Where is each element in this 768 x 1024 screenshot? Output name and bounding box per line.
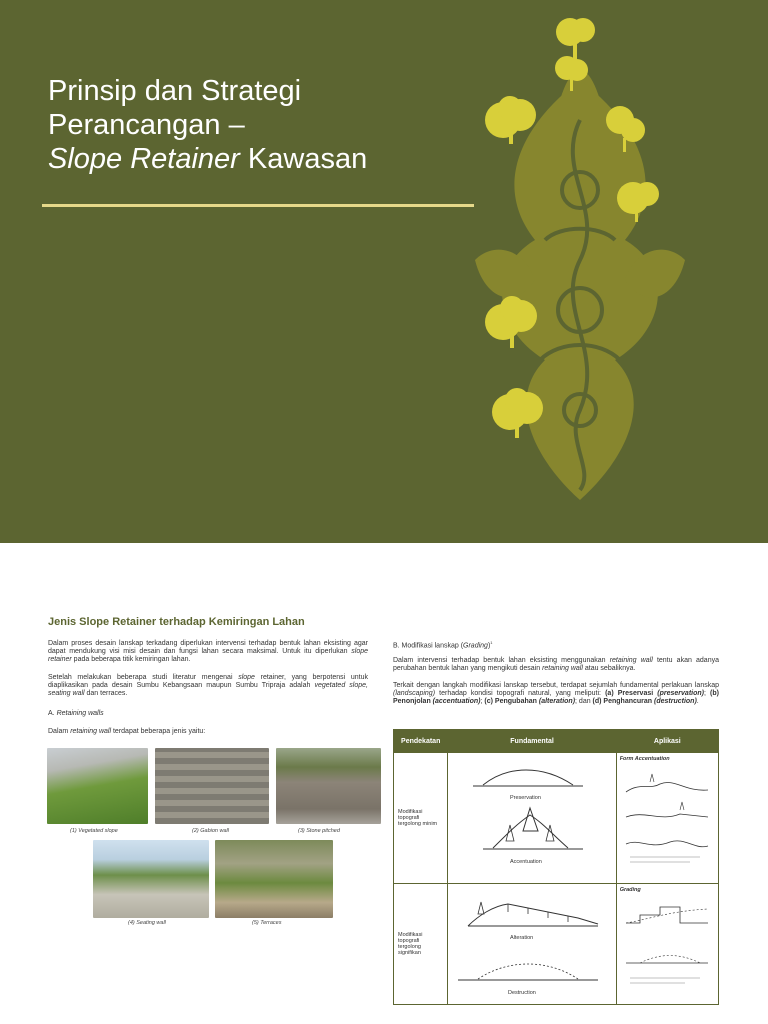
approach-cell bbox=[394, 753, 448, 884]
p3-text-end: terdapat beberapa jenis yaitu: bbox=[111, 728, 206, 735]
title-italic: Slope Retainer bbox=[48, 143, 240, 175]
alteration-destruction-sketch bbox=[448, 884, 614, 1002]
p1-italic: slope retainer bbox=[48, 648, 368, 663]
rp1-text-3: atau sebaliknya. bbox=[582, 665, 636, 672]
paragraph-1 bbox=[48, 640, 368, 664]
preservation-label: Preservation bbox=[510, 795, 542, 801]
caption-4: (4) Seating wall bbox=[128, 920, 166, 926]
rp2-bolditalic-b: (accentuation) bbox=[432, 698, 481, 705]
application-title: Grading bbox=[619, 887, 641, 893]
vegetated-slope-photo bbox=[47, 748, 148, 824]
caption-1: (1) Vegetated slope bbox=[70, 828, 118, 834]
accentuation-label: Accentuation bbox=[510, 859, 543, 865]
title-underline bbox=[42, 204, 474, 207]
sub-a-prefix: A. bbox=[48, 710, 57, 717]
sub-a-italic: Retaining walls bbox=[56, 710, 104, 717]
stone-pitched-photo bbox=[276, 748, 381, 824]
gabion-wall-photo bbox=[155, 748, 269, 824]
grading-table bbox=[393, 729, 719, 1005]
rp2-bold-b: (b) Penonjolan bbox=[393, 690, 719, 705]
alteration-label: Alteration bbox=[510, 935, 534, 941]
p1-text-end: pada beberapa titik kemiringan lahan. bbox=[71, 656, 191, 663]
rp2-end: . bbox=[696, 698, 699, 705]
header-pendekatan: Pendekatan bbox=[394, 730, 448, 753]
p2-text: Setelah melakukan beberapa studi literatur mengenai bbox=[48, 674, 239, 681]
fundamental-cell bbox=[448, 753, 616, 884]
rp2-text: Terkait dengan langkah modifikasi lanskap tersebut, terdapat sejumlah fundamental perlakuan lanskap bbox=[393, 682, 719, 689]
p2-italic-1: slope bbox=[238, 674, 255, 681]
approach-cell bbox=[394, 884, 448, 1005]
rp1-text-2: tentu akan adanya perubahan bentuk lahan yang mengikuti desain bbox=[393, 657, 719, 672]
header-aplikasi: Aplikasi bbox=[616, 730, 718, 753]
application-cell bbox=[616, 884, 718, 1005]
preservation-accentuation-sketch bbox=[448, 753, 614, 881]
approach-text: Modifikasi topografi tergolong signifikan bbox=[398, 932, 423, 956]
table-row bbox=[394, 884, 719, 1005]
seating-wall-photo bbox=[93, 840, 209, 918]
p2-italic-2: vegetated slope, seating wall bbox=[48, 682, 368, 697]
destruction-label: Destruction bbox=[508, 990, 537, 996]
header-fundamental: Fundamental bbox=[448, 730, 616, 753]
cover-title bbox=[48, 74, 367, 176]
sub-b-text: B. Modifikasi lanskap ( bbox=[393, 642, 464, 650]
fundamental-cell bbox=[448, 884, 616, 1005]
rp2-bolditalic-a: (preservation) bbox=[657, 690, 704, 697]
batik-ornament-illustration bbox=[455, 10, 705, 510]
rp2-text-2: terhadap kondisi topografi natural, yang meliputi: bbox=[435, 690, 606, 697]
rp2-bolditalic-d: (destruction) bbox=[654, 698, 697, 705]
caption-3: (3) Stone pitched bbox=[298, 828, 340, 834]
rp1-italic-2: retaining wall bbox=[542, 665, 583, 672]
rp2-bold-c: (c) Pengubahan bbox=[484, 698, 539, 705]
paragraph-2 bbox=[48, 674, 368, 698]
rp2-sep-1: ; bbox=[703, 690, 711, 697]
form-accentuation-sketch bbox=[620, 762, 714, 872]
terraces-photo bbox=[215, 840, 333, 918]
section-heading: Jenis Slope Retainer terhadap Kemiringan Lahan bbox=[48, 616, 305, 628]
rp2-sep-3: ; dan bbox=[575, 698, 593, 705]
sub-b-italic: Grading bbox=[463, 642, 488, 650]
title-line-2: Perancangan – bbox=[48, 109, 245, 141]
table-row bbox=[394, 753, 719, 884]
footnote-marker: 1 bbox=[490, 640, 493, 645]
caption-5: (5) Terraces bbox=[252, 920, 282, 926]
paragraph-3 bbox=[48, 728, 368, 736]
p3-italic: retaining wall bbox=[70, 728, 112, 735]
title-line-1: Prinsip dan Strategi bbox=[48, 75, 302, 107]
rp1-text: Dalam intervensi terhadap bentuk lahan eksisting menggunakan bbox=[393, 657, 610, 664]
p2-text-2: retainer, yang berpotensi untuk diaplikasikan pada desain Sumbu Kebangsaan maupun Sumbu Tripraja adalah bbox=[48, 674, 368, 689]
p1-text: Dalam proses desain lanskap terkadang diperlukan intervensi terhadap bentuk lahan eksisting agar dapat mendukung visi misi desain dan fungsi lahan secara maksimal. Untuk itu diperlukan bbox=[48, 640, 368, 655]
caption-2: (2) Gabion wall bbox=[192, 828, 229, 834]
rp2-italic: (landscaping) bbox=[393, 690, 436, 697]
title-rest: Kawasan bbox=[239, 143, 368, 175]
rp2-bold-a: (a) Preservasi bbox=[605, 690, 658, 697]
sub-b-text-end: ) bbox=[487, 642, 491, 650]
rp2-sep-2: ; bbox=[480, 698, 485, 705]
rp1-italic-1: retaining wall bbox=[609, 657, 653, 664]
rp2-bolditalic-c: (alteration) bbox=[538, 698, 576, 705]
title-line-3 bbox=[48, 142, 367, 176]
application-title: Form Accentuation bbox=[619, 756, 670, 762]
application-cell bbox=[616, 753, 718, 884]
right-paragraph-2 bbox=[393, 682, 719, 706]
table-header-row bbox=[394, 730, 719, 753]
right-paragraph-1 bbox=[393, 657, 719, 673]
subheading-a bbox=[48, 710, 368, 718]
rp2-bold-d: (d) Penghancuran bbox=[592, 698, 654, 705]
subheading-b bbox=[393, 639, 719, 650]
p3-text: Dalam bbox=[48, 728, 71, 735]
approach-text: Modifikasi topografi tergolong minim bbox=[398, 809, 438, 827]
p2-text-3: dan terraces. bbox=[84, 690, 128, 697]
grading-sketch bbox=[620, 893, 714, 993]
